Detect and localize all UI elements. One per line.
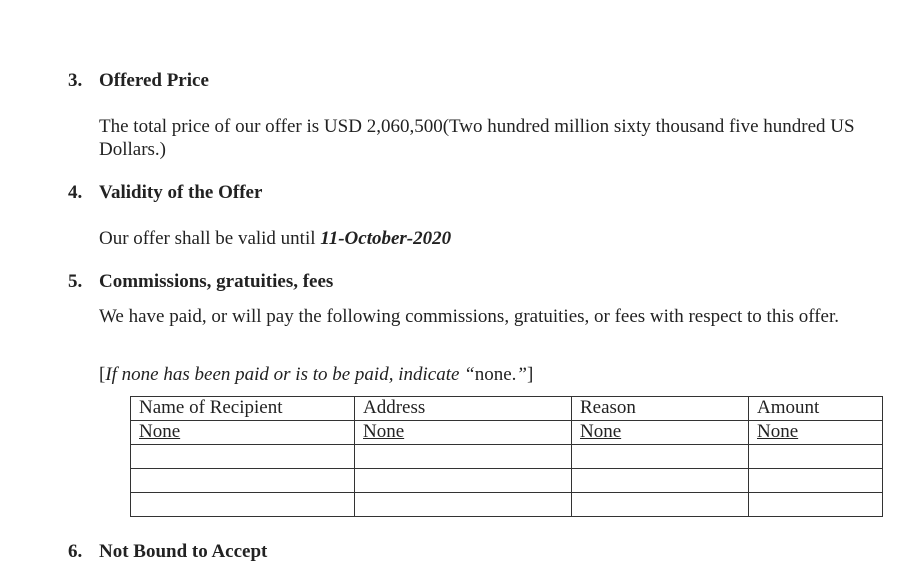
table-cell xyxy=(749,445,883,469)
table-cell: None xyxy=(131,421,355,445)
validity-paragraph xyxy=(99,227,874,250)
section-title: Commissions, gratuities, fees xyxy=(99,271,334,292)
table-cell xyxy=(131,445,355,469)
section-heading-offered-price xyxy=(68,70,209,92)
table-row xyxy=(131,469,883,493)
table-cell: None xyxy=(355,421,572,445)
table-cell xyxy=(572,445,749,469)
section-heading-commissions xyxy=(68,271,333,293)
table-row xyxy=(131,445,883,469)
commissions-paragraph: We have paid, or will pay the following commissions, gratuities, or fees with respect to this offer. xyxy=(99,306,840,327)
table-header-row xyxy=(131,397,883,421)
table-cell xyxy=(572,469,749,493)
table-cell xyxy=(131,493,355,517)
note-none-word: none. xyxy=(474,364,517,385)
table-cell xyxy=(749,469,883,493)
section-number: 4. xyxy=(68,182,83,203)
table-header-cell: Reason xyxy=(572,397,749,421)
section-number: 6. xyxy=(68,541,83,562)
validity-date: 11-October-2020 xyxy=(320,228,452,249)
commissions-table xyxy=(130,396,883,517)
table-cell xyxy=(355,493,572,517)
section-title: Not Bound to Accept xyxy=(99,541,268,562)
table-cell: None xyxy=(749,421,883,445)
offered-price-paragraph: The total price of our offer is USD 2,060,500(Two hundred million sixty thousand five hundred US Dollars.) xyxy=(99,116,855,160)
note-open-bracket: [ xyxy=(99,364,106,385)
table-cell xyxy=(131,469,355,493)
note-close-quote: ” xyxy=(516,364,527,385)
section-heading-validity xyxy=(68,182,262,204)
table-row xyxy=(131,421,883,445)
section-heading-not-bound xyxy=(68,541,267,563)
table-cell xyxy=(572,493,749,517)
validity-text: Our offer shall be valid until xyxy=(99,228,321,249)
table-cell: None xyxy=(572,421,749,445)
section-title: Validity of the Offer xyxy=(99,182,263,203)
table-cell xyxy=(749,493,883,517)
note-close-bracket: ] xyxy=(527,364,534,385)
section-title: Offered Price xyxy=(99,70,209,91)
table-header-cell: Amount xyxy=(749,397,883,421)
note-instruction: If none has been paid or is to be paid, indicate “ xyxy=(105,364,475,385)
table-cell xyxy=(355,445,572,469)
table-row xyxy=(131,493,883,517)
table-header-cell: Address xyxy=(355,397,572,421)
commissions-note xyxy=(99,363,874,386)
table-cell xyxy=(355,469,572,493)
table-header-cell: Name of Recipient xyxy=(131,397,355,421)
section-number: 5. xyxy=(68,271,83,292)
section-number: 3. xyxy=(68,70,83,91)
